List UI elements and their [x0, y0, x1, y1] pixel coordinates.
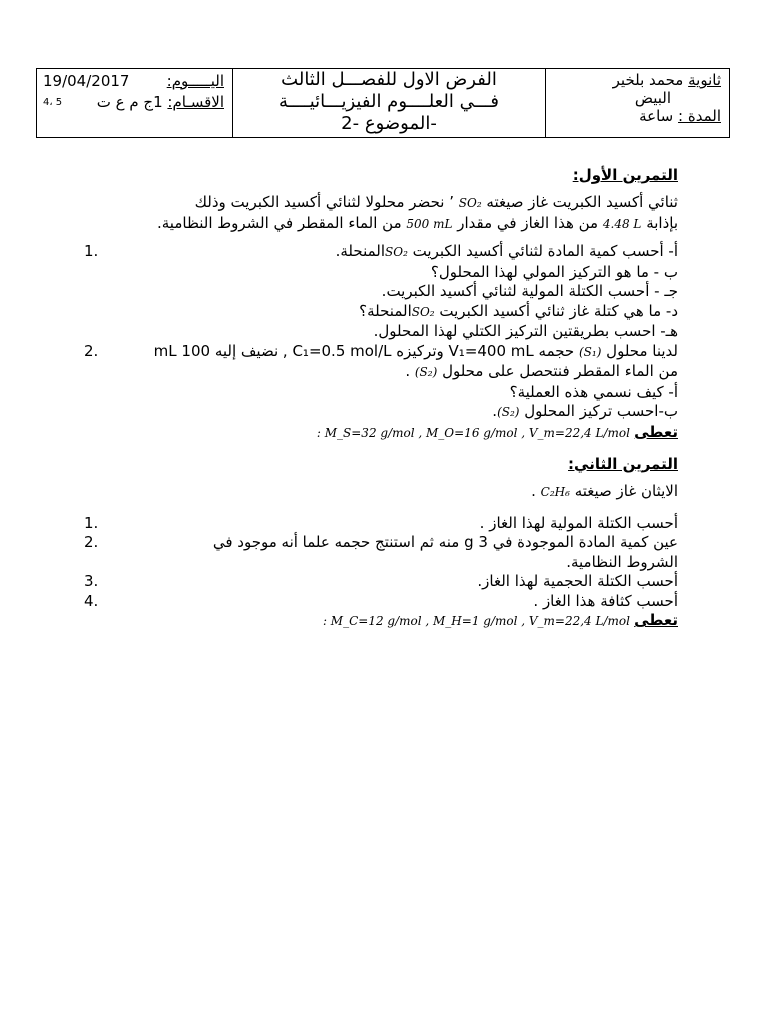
- line-text: جـ - أحسب الكتلة المولية لثنائي أكسيد الكبريت.: [381, 282, 678, 300]
- header-table: [36, 68, 730, 138]
- duration-label: المدة :: [678, 107, 721, 125]
- ex1-formula-so2: SO₂: [458, 196, 482, 210]
- ex2-given-data: [130, 611, 678, 631]
- ex2-question-4: [76, 592, 678, 612]
- line-text: ب - ما هو التركيز المولي لهذا المحلول؟: [430, 262, 678, 281]
- ex2-question-2-cont: [76, 553, 678, 573]
- question-line: [130, 302, 678, 323]
- question-number: [76, 553, 130, 573]
- question-body: [130, 342, 678, 443]
- question-line: [130, 263, 678, 283]
- exercise1-title: التمرين الأول:: [572, 166, 678, 184]
- ex1-water-volume: 500 mL: [406, 217, 453, 231]
- formula: SO₂: [411, 304, 435, 319]
- classes-row: [43, 92, 224, 113]
- ex2-question-2: [76, 533, 678, 553]
- given-values: : M_C=12 g/mol , M_H=1 g/mol , V_m=22,4 L/mol: [322, 614, 630, 628]
- line-text-end: .: [405, 362, 411, 380]
- formula: (S₂): [414, 365, 438, 379]
- ex1-intro-text-d: من هذا الغاز في مقدار: [457, 214, 599, 232]
- school-city: البيض: [634, 89, 671, 107]
- question-text: أحسب الكتلة المولية لهذا الغاز .: [479, 513, 678, 532]
- classes-label: الاقسـام:: [167, 93, 224, 111]
- question-line: [130, 282, 678, 302]
- question-number: [76, 611, 130, 631]
- duration-line: [552, 107, 721, 125]
- given-label: تعطى: [634, 422, 678, 441]
- day-row: [43, 71, 224, 92]
- ex1-intro-text-b: ’ نحضر محلولا لثنائي أكسيد الكبريت وذلك: [194, 193, 454, 211]
- exercise1-questions: [76, 242, 678, 443]
- question-number: 2.: [84, 533, 99, 551]
- day-label: اليـــــوم:: [166, 72, 224, 90]
- question-text: عين كمية المادة الموجودة في 3 g منه ثم استنتج حجمه علما أنه موجود في: [212, 533, 678, 551]
- question-line: [130, 242, 678, 263]
- given-label: تعطى: [634, 611, 678, 629]
- exercise1-intro: [76, 192, 678, 234]
- line-text-end: المنحلة.: [335, 242, 386, 260]
- ex1-intro-text-c: بإذابة: [646, 214, 678, 232]
- title-line2: فـــي العلــــوم الفيزيـــائيــــة: [279, 91, 499, 112]
- date-value: 19/04/2017: [43, 72, 130, 90]
- ex2-intro-text-b: .: [531, 481, 536, 500]
- question-number: 1.: [84, 513, 99, 532]
- question-text: أحسب كثافة هذا الغاز .: [533, 591, 678, 610]
- line-text: هـ- احسب بطريقتين التركيز الكتلي لهذا المحلول.: [373, 322, 678, 340]
- ex1-question-2: [76, 342, 678, 443]
- title-line3: -الموضوع -2: [341, 113, 437, 134]
- line-text: د- ما هي كتلة غاز ثنائي أكسيد الكبريت: [439, 301, 678, 320]
- title-line1: الفرض الاول للفصـــل الثالث: [281, 69, 497, 90]
- classes-value: 1ج م ع ت: [96, 93, 163, 111]
- formula: (S₂): [497, 405, 520, 419]
- ex2-given-row: [76, 611, 678, 631]
- ex2-question-3: [76, 572, 678, 592]
- line-text: لدينا محلول: [606, 341, 678, 360]
- ex1-intro-text-e: من الماء المقطر في الشروط النظامية.: [157, 214, 402, 232]
- formula: SO₂: [385, 245, 408, 259]
- question-text: الشروط النظامية.: [566, 552, 678, 571]
- given-values: : M_S=32 g/mol , M_O=16 g/mol , V_m=22,4 L/mol: [316, 425, 630, 440]
- line-text: من الماء المقطر فنتحصل على محلول: [442, 362, 678, 380]
- question-line: [130, 383, 678, 403]
- question-number: 1.: [84, 242, 99, 260]
- ex2-formula-c2h6: C₂H₆: [540, 484, 570, 499]
- ex2-question-1: [76, 514, 678, 534]
- exercise2-questions: [76, 514, 678, 632]
- question-number: 3.: [84, 572, 99, 590]
- question-line: [130, 402, 678, 423]
- line-text: أ- كيف نسمي هذه العملية؟: [509, 382, 678, 401]
- ex1-intro-text-a: ثنائي أكسيد الكبريت غاز صيغته: [486, 193, 678, 211]
- question-line: [130, 322, 678, 342]
- duration-value: ساعة: [639, 107, 674, 125]
- classes-numbers: 5 ،4: [43, 97, 63, 108]
- exercise2-title: التمرين الثاني:: [568, 454, 678, 473]
- question-body: [130, 242, 678, 342]
- classes-group: [97, 92, 224, 113]
- question-line: [130, 362, 678, 383]
- question-line: [130, 342, 678, 363]
- question-number: 2.: [84, 341, 99, 360]
- header-date-cell: [37, 69, 232, 137]
- school-label: ثانوية: [688, 71, 721, 89]
- line-text: ب-احسب تركيز المحلول: [524, 402, 678, 420]
- school-line: [552, 71, 721, 89]
- question-number: 4.: [84, 591, 99, 610]
- ex1-given-data: [130, 423, 678, 443]
- line-text-end: حجمه V₁=400 mL وتركيزه C₁=0.5 mol/L , نضيف إليه 100 mL: [153, 341, 575, 360]
- exam-content: [76, 164, 678, 631]
- header-title-cell: [232, 69, 545, 137]
- header-school-cell: [545, 69, 729, 137]
- question-text: أحسب الكتلة الحجمية لهذا الغاز.: [477, 572, 678, 590]
- ex1-question-1: [76, 242, 678, 342]
- line-text-end: المنحلة؟: [359, 301, 412, 320]
- school-name: محمد بلخير: [612, 71, 684, 89]
- ex2-intro-text-a: الايثان غاز صيغته: [574, 481, 678, 500]
- formula: (S₁): [578, 344, 602, 359]
- ex1-gas-volume: 4.48 L: [602, 217, 642, 231]
- exercise2-intro: [76, 481, 678, 502]
- line-text: أ- أحسب كمية المادة لثنائي أكسيد الكبريت: [412, 242, 678, 260]
- line-text-end: .: [492, 402, 498, 420]
